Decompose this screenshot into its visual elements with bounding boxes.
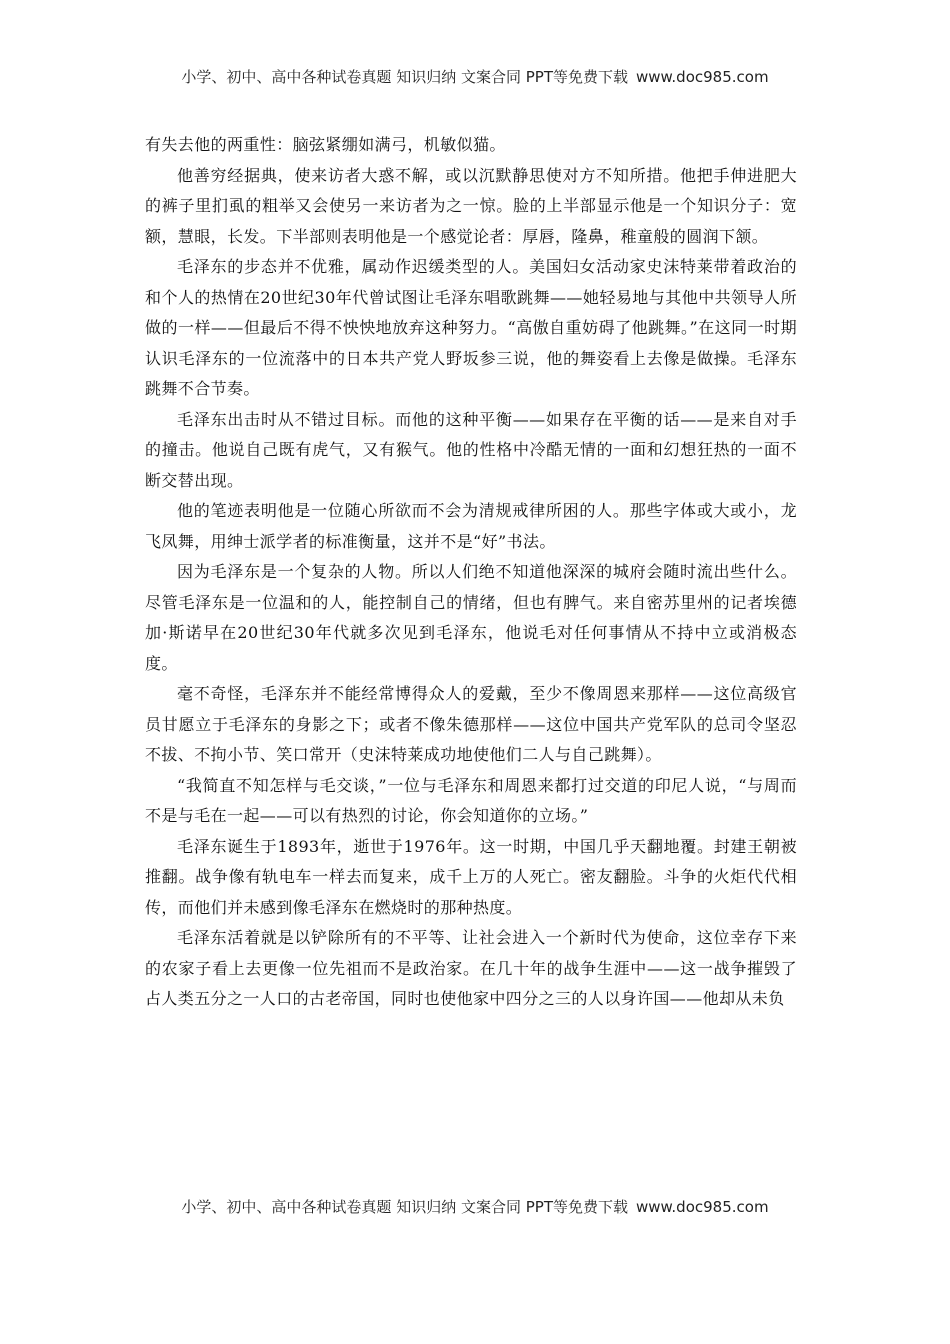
paragraph: 毛泽东的步态并不优雅，属动作迟缓类型的人。美国妇女活动家史沫特莱带着政治的和个人的热情在20世纪30年代曾试图让毛泽东唱歌跳舞——她轻易地与其他中共领导人所做的一样——但最后不得不怏怏地放弃这种努力。“高傲自重妨碍了他跳舞。”在这同一时期认识毛泽东的一位流落中的日本共产党人野坂参三说，他的舞姿看上去像是做操。毛泽东跳舞不合节奏。 <box>145 257 797 398</box>
page-header <box>0 66 950 87</box>
paragraph: 毛泽东活着就是以铲除所有的不平等、让社会进入一个新时代为使命，这位幸存下来的农家子看上去更像一位先祖而不是政治家。在几十年的战争生涯中——这一战争摧毁了占人类五分之一人口的古老帝国，同时也使他家中四分之三的人以身许国——他却从未负 <box>145 928 797 1008</box>
paragraph: 因为毛泽东是一个复杂的人物。所以人们绝不知道他深深的城府会随时流出些什么。尽管毛泽东是一位温和的人，能控制自己的情绪，但也有脾气。来自密苏里州的记者埃德加·斯诺早在20世纪30年代就多次见到毛泽东，他说毛对任何事情从不持中立或消极态度。 <box>145 562 797 673</box>
paragraph: 毛泽东诞生于1893年，逝世于1976年。这一时期，中国几乎天翻地覆。封建王朝被推翻。战争像有轨电车一样去而复来，成千上万的人死亡。密友翻脸。斗争的火炬代代相传，而他们并未感到像毛泽东在燃烧时的那种热度。 <box>145 836 797 917</box>
document-body <box>145 130 797 1015</box>
paragraph: 毛泽东出击时从不错过目标。而他的这种平衡——如果存在平衡的话——是来自对手的撞击。他说自己既有虎气，又有猴气。他的性格中冷酷无情的一面和幻想狂热的一面不断交替出现。 <box>145 409 797 490</box>
paragraph: 毫不奇怪，毛泽东并不能经常博得众人的爱戴，至少不像周恩来那样——这位高级官员甘愿立于毛泽东的身影之下；或者不像朱德那样——这位中国共产党军队的总司令坚忍不拔、不拘小节、笑口常开（史沫特莱成功地使他们二人与自己跳舞）。 <box>145 684 797 764</box>
header-url-link[interactable]: www.doc985.com <box>635 68 769 86</box>
footer-url-link[interactable]: www.doc985.com <box>635 1198 769 1216</box>
paragraph-quote: “我简直不知怎样与毛交谈，”一位与毛泽东和周恩来都打过交道的印尼人说，“与周而不是与毛在一起——可以有热烈的讨论，你会知道你的立场。” <box>145 775 797 825</box>
paragraph: 他的笔迹表明他是一位随心所欲而不会为清规戒律所困的人。那些字体或大或小，龙飞凤舞，用绅士派学者的标准衡量，这并不是“好”书法。 <box>145 501 797 551</box>
paragraph-continuation: 有失去他的两重性：脑弦紧绷如满弓，机敏似猫。 <box>145 135 506 154</box>
footer-text: 小学、初中、高中各种试卷真题 知识归纳 文案合同 PPT等免费下载 <box>181 1198 628 1216</box>
header-text: 小学、初中、高中各种试卷真题 知识归纳 文案合同 PPT等免费下载 <box>181 68 628 86</box>
page-footer <box>0 1196 950 1217</box>
paragraph: 他善穷经据典，使来访者大惑不解，或以沉默静思使对方不知所措。他把手伸进肥大的裤子里扪虱的粗举又会使另一来访者为之一惊。脸的上半部显示他是一个知识分子：宽额，慧眼，长发。下半部则表明他是一个感觉论者：厚唇，隆鼻，稚童般的圆润下颔。 <box>145 165 797 246</box>
